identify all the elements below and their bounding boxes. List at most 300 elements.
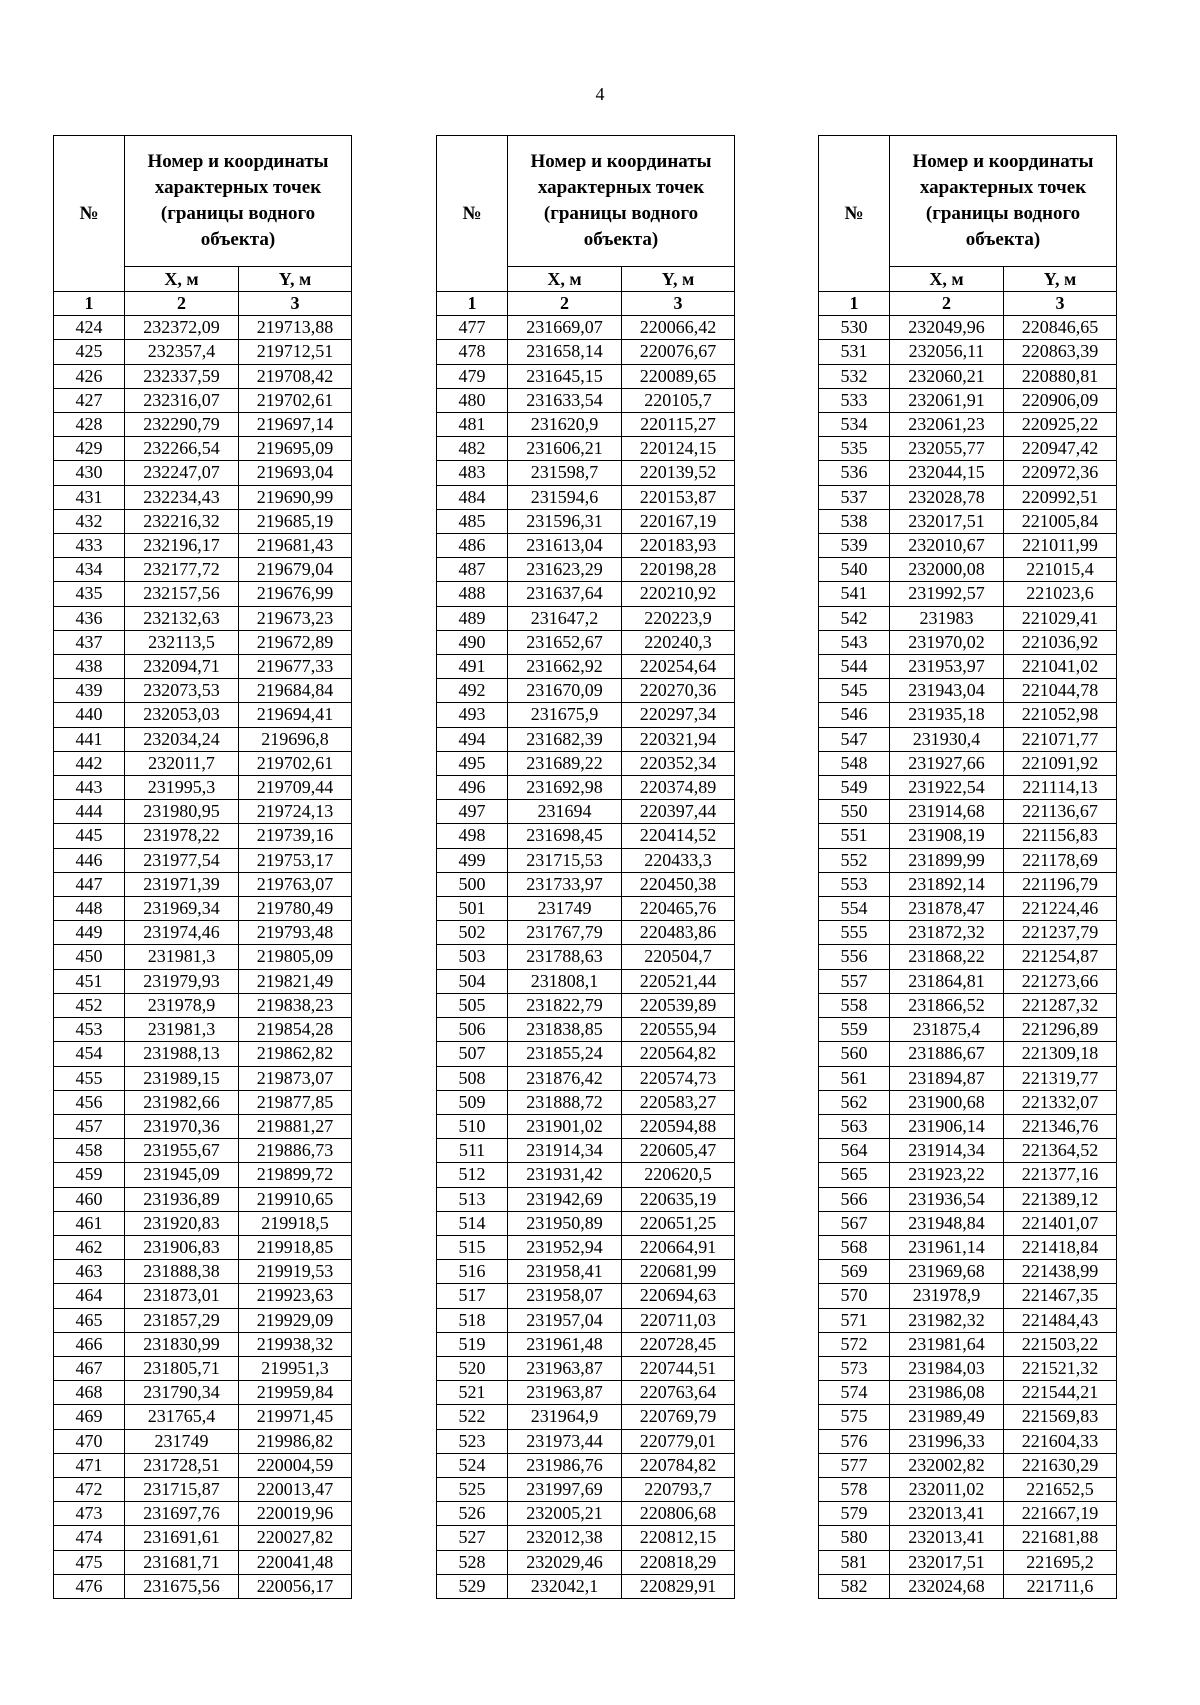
table-row [819, 1308, 1117, 1332]
point-number-cell: 506 [437, 1018, 508, 1042]
point-number-cell: 569 [819, 1260, 890, 1284]
point-number-cell: 507 [437, 1042, 508, 1066]
table-row [437, 461, 735, 485]
x-coordinate-cell: 231992,57 [890, 582, 1004, 606]
point-number-cell: 514 [437, 1211, 508, 1235]
x-coordinate-cell: 232011,7 [125, 751, 239, 775]
table-row [819, 1550, 1117, 1574]
y-coordinate-cell: 220906,09 [1004, 388, 1117, 412]
y-coordinate-cell: 219685,19 [239, 509, 352, 533]
point-number-cell: 525 [437, 1477, 508, 1501]
x-coordinate-cell: 231955,67 [125, 1139, 239, 1163]
y-coordinate-cell: 220041,48 [239, 1550, 352, 1574]
table-row [54, 993, 352, 1017]
x-coordinate-cell: 231914,34 [508, 1139, 622, 1163]
table-row [819, 1163, 1117, 1187]
table-row [819, 921, 1117, 945]
x-coordinate-cell: 231689,22 [508, 751, 622, 775]
x-coordinate-cell: 232216,32 [125, 509, 239, 533]
table-row [819, 993, 1117, 1017]
coordinates-table-2 [436, 135, 735, 1599]
table-row [437, 751, 735, 775]
point-number-cell: 511 [437, 1139, 508, 1163]
x-coordinate-cell: 232060,21 [890, 364, 1004, 388]
page-number: 4 [595, 84, 605, 104]
y-coordinate-cell: 220321,94 [622, 727, 735, 751]
table-row [819, 630, 1117, 654]
y-coordinate-cell: 220433,3 [622, 848, 735, 872]
table-row [819, 1429, 1117, 1453]
x-coordinate-cell: 232290,79 [125, 413, 239, 437]
table-row [54, 1429, 352, 1453]
point-number-cell: 487 [437, 558, 508, 582]
table-row [54, 1018, 352, 1042]
x-coordinate-cell: 231989,15 [125, 1066, 239, 1090]
x-coordinate-cell: 232012,38 [508, 1526, 622, 1550]
point-number-cell: 462 [54, 1235, 125, 1259]
y-coordinate-cell: 220414,52 [622, 824, 735, 848]
table-row [819, 1574, 1117, 1598]
x-coordinate-cell: 231872,32 [890, 921, 1004, 945]
y-coordinate-cell: 220784,82 [622, 1453, 735, 1477]
table-row [54, 969, 352, 993]
y-coordinate-cell: 221071,77 [1004, 727, 1117, 751]
y-coordinate-cell: 219763,07 [239, 872, 352, 896]
table-row [819, 509, 1117, 533]
x-coordinate-cell: 231633,54 [508, 388, 622, 412]
point-number-cell: 457 [54, 1114, 125, 1138]
point-number-cell: 568 [819, 1235, 890, 1259]
y-coordinate-cell: 221604,33 [1004, 1429, 1117, 1453]
point-number-cell: 542 [819, 606, 890, 630]
point-number-cell: 453 [54, 1018, 125, 1042]
table-row [54, 485, 352, 509]
y-coordinate-cell: 219753,17 [239, 848, 352, 872]
point-number-cell: 519 [437, 1332, 508, 1356]
table-row [819, 534, 1117, 558]
point-number-cell: 522 [437, 1405, 508, 1429]
x-coordinate-cell: 232337,59 [125, 364, 239, 388]
table-row [819, 1502, 1117, 1526]
point-number-cell: 540 [819, 558, 890, 582]
table-row [819, 1526, 1117, 1550]
x-coordinate-cell: 231866,52 [890, 993, 1004, 1017]
x-coordinate-cell: 231953,97 [890, 655, 1004, 679]
y-coordinate-cell: 220465,76 [622, 897, 735, 921]
point-number-cell: 509 [437, 1090, 508, 1114]
point-number-cell: 579 [819, 1502, 890, 1526]
x-coordinate-cell: 231980,95 [125, 800, 239, 824]
x-coordinate-cell: 232357,4 [125, 340, 239, 364]
point-number-cell: 478 [437, 340, 508, 364]
x-coordinate-cell: 231728,51 [125, 1453, 239, 1477]
point-number-cell: 500 [437, 872, 508, 896]
point-number-cell: 548 [819, 751, 890, 775]
y-coordinate-cell: 220115,27 [622, 413, 735, 437]
table-row [54, 897, 352, 921]
x-coordinate-cell: 232247,07 [125, 461, 239, 485]
point-number-cell: 459 [54, 1163, 125, 1187]
y-coordinate-cell: 219681,43 [239, 534, 352, 558]
y-coordinate-cell: 219838,23 [239, 993, 352, 1017]
x-coordinate-cell: 232010,67 [890, 534, 1004, 558]
point-number-cell: 502 [437, 921, 508, 945]
y-coordinate-cell: 219702,61 [239, 751, 352, 775]
point-number-cell: 486 [437, 534, 508, 558]
y-coordinate-cell: 221401,07 [1004, 1211, 1117, 1235]
table-row [437, 1090, 735, 1114]
x-coordinate-cell: 232049,96 [890, 316, 1004, 340]
table-row [437, 1429, 735, 1453]
point-number-cell: 428 [54, 413, 125, 437]
table-row [54, 1550, 352, 1574]
y-coordinate-cell: 220013,47 [239, 1477, 352, 1501]
point-number-cell: 536 [819, 461, 890, 485]
table-row [54, 1114, 352, 1138]
point-number-cell: 512 [437, 1163, 508, 1187]
table-row [437, 1574, 735, 1598]
point-number-cell: 437 [54, 630, 125, 654]
point-number-cell: 464 [54, 1284, 125, 1308]
point-number-cell: 551 [819, 824, 890, 848]
x-coordinate-cell: 231675,56 [125, 1574, 239, 1598]
table-row [819, 1332, 1117, 1356]
y-coordinate-cell: 220521,44 [622, 969, 735, 993]
point-number-cell: 544 [819, 655, 890, 679]
point-number-cell: 489 [437, 606, 508, 630]
x-coordinate-cell: 231647,2 [508, 606, 622, 630]
point-number-cell: 541 [819, 582, 890, 606]
table-row [437, 1235, 735, 1259]
y-coordinate-cell: 219724,13 [239, 800, 352, 824]
y-coordinate-cell: 219708,42 [239, 364, 352, 388]
table-row [437, 1502, 735, 1526]
x-coordinate-cell: 232013,41 [890, 1502, 1004, 1526]
y-column-header: Y, м [239, 267, 352, 292]
point-number-cell: 447 [54, 872, 125, 896]
x-coordinate-cell: 232011,02 [890, 1477, 1004, 1501]
table-row [819, 364, 1117, 388]
table-row [54, 1381, 352, 1405]
column-index-cell: 2 [125, 292, 239, 316]
x-coordinate-cell: 231888,72 [508, 1090, 622, 1114]
point-number-cell: 439 [54, 679, 125, 703]
point-number-cell: 492 [437, 679, 508, 703]
x-coordinate-cell: 232061,23 [890, 413, 1004, 437]
point-number-cell: 546 [819, 703, 890, 727]
table-row [54, 509, 352, 533]
column-index-cell: 1 [437, 292, 508, 316]
y-coordinate-cell: 220829,91 [622, 1574, 735, 1598]
point-number-cell: 545 [819, 679, 890, 703]
y-coordinate-cell: 220056,17 [239, 1574, 352, 1598]
table-row [819, 413, 1117, 437]
x-coordinate-cell: 232017,51 [890, 1550, 1004, 1574]
column-index-cell: 2 [890, 292, 1004, 316]
point-number-cell: 559 [819, 1018, 890, 1042]
y-coordinate-cell: 220564,82 [622, 1042, 735, 1066]
point-number-cell: 463 [54, 1260, 125, 1284]
y-coordinate-cell: 220027,82 [239, 1526, 352, 1550]
y-coordinate-cell: 221178,69 [1004, 848, 1117, 872]
table-row [437, 1356, 735, 1380]
point-number-cell: 582 [819, 1574, 890, 1598]
point-number-cell: 485 [437, 509, 508, 533]
point-number-cell: 572 [819, 1332, 890, 1356]
x-coordinate-cell: 232266,54 [125, 437, 239, 461]
point-number-cell: 469 [54, 1405, 125, 1429]
table-row [819, 800, 1117, 824]
table-row [437, 316, 735, 340]
point-number-cell: 516 [437, 1260, 508, 1284]
x-coordinate-cell: 231927,66 [890, 751, 1004, 775]
table-row [819, 1477, 1117, 1501]
table-row [819, 1405, 1117, 1429]
y-coordinate-cell: 219679,04 [239, 558, 352, 582]
x-coordinate-cell: 232113,5 [125, 630, 239, 654]
y-coordinate-cell: 219805,09 [239, 945, 352, 969]
y-coordinate-cell: 220992,51 [1004, 485, 1117, 509]
table-row [437, 655, 735, 679]
point-number-cell: 524 [437, 1453, 508, 1477]
y-coordinate-cell: 220139,52 [622, 461, 735, 485]
y-coordinate-cell: 219918,5 [239, 1211, 352, 1235]
x-column-header: X, м [508, 267, 622, 292]
point-number-cell: 520 [437, 1356, 508, 1380]
table-row [819, 703, 1117, 727]
point-number-cell: 576 [819, 1429, 890, 1453]
table-row [54, 1574, 352, 1598]
table-row [437, 1453, 735, 1477]
x-coordinate-cell: 232028,78 [890, 485, 1004, 509]
table-header [54, 136, 352, 292]
table-row [437, 1042, 735, 1066]
point-number-cell: 427 [54, 388, 125, 412]
table-row [437, 848, 735, 872]
y-coordinate-cell: 220352,34 [622, 751, 735, 775]
point-number-cell: 498 [437, 824, 508, 848]
x-coordinate-cell: 231715,53 [508, 848, 622, 872]
table-row [819, 1042, 1117, 1066]
table-row [819, 1066, 1117, 1090]
x-coordinate-cell: 231997,69 [508, 1477, 622, 1501]
x-coordinate-cell: 231977,54 [125, 848, 239, 872]
x-coordinate-cell: 231930,4 [890, 727, 1004, 751]
table-row [54, 921, 352, 945]
point-number-cell: 430 [54, 461, 125, 485]
point-number-cell: 433 [54, 534, 125, 558]
point-number-cell: 504 [437, 969, 508, 993]
point-number-cell: 494 [437, 727, 508, 751]
point-number-cell: 573 [819, 1356, 890, 1380]
point-number-cell: 508 [437, 1066, 508, 1090]
point-number-cell: 517 [437, 1284, 508, 1308]
x-column-header: X, м [125, 267, 239, 292]
point-number-cell: 497 [437, 800, 508, 824]
table-row [54, 1163, 352, 1187]
table-header [819, 136, 1117, 292]
table-row [54, 1405, 352, 1429]
column-index-cell: 3 [1004, 292, 1117, 316]
table-row [437, 413, 735, 437]
x-coordinate-cell: 231670,09 [508, 679, 622, 703]
y-column-header: Y, м [1004, 267, 1117, 292]
y-coordinate-cell: 220374,89 [622, 776, 735, 800]
y-coordinate-cell: 219672,89 [239, 630, 352, 654]
point-number-cell: 470 [54, 1429, 125, 1453]
y-coordinate-cell: 221521,32 [1004, 1356, 1117, 1380]
y-coordinate-cell: 219677,33 [239, 655, 352, 679]
point-number-cell: 578 [819, 1477, 890, 1501]
point-number-cell: 458 [54, 1139, 125, 1163]
table-row [437, 1260, 735, 1284]
y-coordinate-cell: 219862,82 [239, 1042, 352, 1066]
point-number-cell: 552 [819, 848, 890, 872]
y-coordinate-cell: 221711,6 [1004, 1574, 1117, 1598]
point-number-cell: 580 [819, 1526, 890, 1550]
table-row [437, 1211, 735, 1235]
x-coordinate-cell: 231838,85 [508, 1018, 622, 1042]
point-number-cell: 530 [819, 316, 890, 340]
point-number-cell: 467 [54, 1356, 125, 1380]
y-coordinate-cell: 220574,73 [622, 1066, 735, 1090]
coordinates-group-header: Номер и координаты характерных точек (границы водного объекта) [125, 136, 352, 267]
point-number-cell: 518 [437, 1308, 508, 1332]
x-coordinate-cell: 231822,79 [508, 993, 622, 1017]
table-row [819, 606, 1117, 630]
table-row [437, 630, 735, 654]
point-number-cell: 558 [819, 993, 890, 1017]
table-row [819, 461, 1117, 485]
y-coordinate-cell: 219693,04 [239, 461, 352, 485]
x-coordinate-cell: 231981,3 [125, 945, 239, 969]
x-coordinate-cell: 232000,08 [890, 558, 1004, 582]
y-coordinate-cell: 221484,43 [1004, 1308, 1117, 1332]
table-row [437, 921, 735, 945]
y-coordinate-cell: 221196,79 [1004, 872, 1117, 896]
y-coordinate-cell: 219695,09 [239, 437, 352, 461]
x-coordinate-cell: 231943,04 [890, 679, 1004, 703]
point-number-cell: 539 [819, 534, 890, 558]
table-row [437, 1139, 735, 1163]
x-coordinate-cell: 232094,71 [125, 655, 239, 679]
point-number-cell: 441 [54, 727, 125, 751]
table-row [54, 727, 352, 751]
point-number-cell: 532 [819, 364, 890, 388]
table-row [437, 1526, 735, 1550]
y-coordinate-cell: 220105,7 [622, 388, 735, 412]
point-number-cell: 562 [819, 1090, 890, 1114]
table-row [437, 388, 735, 412]
y-coordinate-cell: 221036,92 [1004, 630, 1117, 654]
x-coordinate-cell: 231995,3 [125, 776, 239, 800]
point-number-cell: 474 [54, 1526, 125, 1550]
x-coordinate-cell: 231623,29 [508, 558, 622, 582]
y-coordinate-cell: 219696,8 [239, 727, 352, 751]
table-row [437, 1114, 735, 1138]
x-coordinate-cell: 231984,03 [890, 1356, 1004, 1380]
point-number-cell: 436 [54, 606, 125, 630]
table-row [437, 1066, 735, 1090]
table-row [437, 679, 735, 703]
x-coordinate-cell: 231936,54 [890, 1187, 1004, 1211]
point-number-cell: 491 [437, 655, 508, 679]
y-coordinate-cell: 221467,35 [1004, 1284, 1117, 1308]
point-number-cell: 554 [819, 897, 890, 921]
x-coordinate-cell: 231767,79 [508, 921, 622, 945]
y-coordinate-cell: 220210,92 [622, 582, 735, 606]
x-coordinate-cell: 231788,63 [508, 945, 622, 969]
y-coordinate-cell: 220076,67 [622, 340, 735, 364]
x-coordinate-cell: 231637,64 [508, 582, 622, 606]
column-index-cell: 2 [508, 292, 622, 316]
y-coordinate-cell: 221273,66 [1004, 969, 1117, 993]
table-row [54, 800, 352, 824]
y-coordinate-cell: 220019,96 [239, 1502, 352, 1526]
y-coordinate-cell: 221237,79 [1004, 921, 1117, 945]
x-coordinate-cell: 231868,22 [890, 945, 1004, 969]
table-row [819, 1139, 1117, 1163]
point-number-cell: 473 [54, 1502, 125, 1526]
table-row [437, 558, 735, 582]
x-coordinate-cell: 231931,42 [508, 1163, 622, 1187]
x-coordinate-cell: 231855,24 [508, 1042, 622, 1066]
x-coordinate-cell: 231950,89 [508, 1211, 622, 1235]
table-row [54, 1332, 352, 1356]
table-header [437, 136, 735, 292]
y-coordinate-cell: 220793,7 [622, 1477, 735, 1501]
x-coordinate-cell: 231942,69 [508, 1187, 622, 1211]
y-coordinate-cell: 221023,6 [1004, 582, 1117, 606]
y-coordinate-cell: 219793,48 [239, 921, 352, 945]
x-coordinate-cell: 231963,87 [508, 1381, 622, 1405]
point-number-cell: 574 [819, 1381, 890, 1405]
table-row [819, 945, 1117, 969]
table-row [54, 945, 352, 969]
x-coordinate-cell: 231899,99 [890, 848, 1004, 872]
point-number-cell: 476 [54, 1574, 125, 1598]
point-number-cell: 426 [54, 364, 125, 388]
x-coordinate-cell: 232053,03 [125, 703, 239, 727]
y-coordinate-cell: 220681,99 [622, 1260, 735, 1284]
x-coordinate-cell: 231805,71 [125, 1356, 239, 1380]
table-row [54, 1308, 352, 1332]
table-row [437, 1284, 735, 1308]
y-coordinate-cell: 219919,53 [239, 1260, 352, 1284]
table-row [819, 679, 1117, 703]
column-index-cell: 3 [239, 292, 352, 316]
x-coordinate-cell: 231606,21 [508, 437, 622, 461]
y-coordinate-cell: 221695,2 [1004, 1550, 1117, 1574]
x-coordinate-cell: 231765,4 [125, 1405, 239, 1429]
table-row [54, 558, 352, 582]
y-coordinate-cell: 220818,29 [622, 1550, 735, 1574]
y-coordinate-cell: 220694,63 [622, 1284, 735, 1308]
table-row [819, 1235, 1117, 1259]
x-coordinate-cell: 231675,9 [508, 703, 622, 727]
x-coordinate-cell: 232013,41 [890, 1526, 1004, 1550]
table-row [54, 655, 352, 679]
table-row [437, 872, 735, 896]
point-number-cell: 528 [437, 1550, 508, 1574]
point-number-cell: 501 [437, 897, 508, 921]
point-number-cell: 550 [819, 800, 890, 824]
table-row [54, 703, 352, 727]
point-number-cell: 553 [819, 872, 890, 896]
table-row [54, 1187, 352, 1211]
point-number-cell: 495 [437, 751, 508, 775]
x-coordinate-cell: 232029,46 [508, 1550, 622, 1574]
